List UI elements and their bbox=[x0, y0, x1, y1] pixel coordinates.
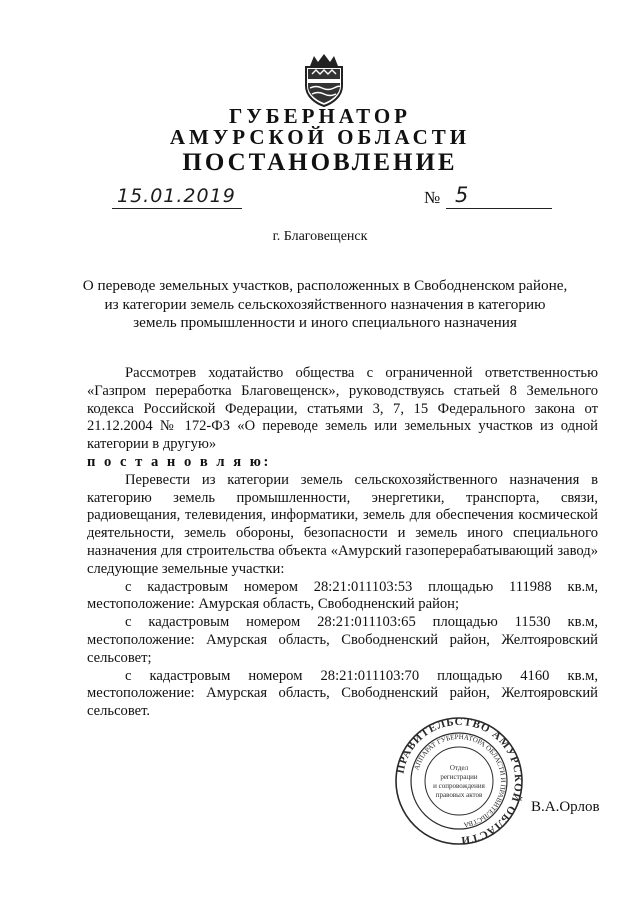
official-stamp bbox=[394, 716, 524, 846]
stamp-inner-text: АППАРАТ ГУБЕРНАТОРА ОБЛАСТИ И ПРАВИТЕЛЬСТВА bbox=[412, 732, 508, 829]
header-region: АМУРСКОЙ ОБЛАСТИ bbox=[169, 125, 471, 149]
stamp-center-line-1: Отдел bbox=[449, 764, 469, 772]
document-subject: О переводе земельных участков, расположенных в Свободненском районе, из категории земель сельскохозяйственного назначения в категорию земель промышленности и иного специального назначения bbox=[82, 277, 568, 331]
parcel-item-3: с кадастровым номером 28:21:011103:70 площадью 4160 кв.м, местоположение: Амурская область, Свободненский район, Желтояровский сельсовет. bbox=[87, 667, 598, 720]
document-type-title: ПОСТАНОВЛЕНИЕ bbox=[182, 149, 458, 176]
document-body bbox=[87, 365, 598, 721]
coat-of-arms-icon bbox=[296, 52, 352, 108]
stamp-center-line-2: регистрации bbox=[440, 773, 478, 781]
date-underline bbox=[112, 208, 242, 209]
stamp-center-line-3: и сопровождения bbox=[433, 782, 485, 790]
stamp-center-line-4: правовых актов bbox=[435, 791, 483, 799]
city-line: г. Благовещенск bbox=[272, 229, 368, 244]
header-governor: ГУБЕРНАТОР bbox=[228, 104, 412, 128]
document-number: 5 bbox=[455, 183, 469, 207]
intro-paragraph: Рассмотрев ходатайство общества с ограниченной ответственностью «Газпром переработка Благовещенск», руководствуясь статьей 8 Земельного кодекса Российской Федерации, статьями 3, 7, 15 Федерального закона от 21.12.2004 № 172-ФЗ «О переводе земель или земельных участков из одной категории в другую» bbox=[87, 365, 598, 453]
decree-word: п о с т а н о в л я ю: bbox=[87, 453, 271, 470]
number-underline bbox=[446, 208, 552, 209]
stamp-outer-text: ПРАВИТЕЛЬСТВО АМУРСКОЙ ОБЛАСТИ bbox=[394, 716, 524, 846]
signature-name: В.А.Орлов bbox=[531, 799, 600, 815]
document-date: 15.01.2019 bbox=[117, 185, 236, 207]
number-label: № bbox=[424, 188, 441, 207]
parcel-item-2: с кадастровым номером 28:21:011103:65 площадью 11530 кв.м, местоположение: Амурская область, Свободненский район, Желтояровский сельсовет; bbox=[87, 614, 598, 666]
main-paragraph: Перевести из категории земель сельскохозяйственного назначения в категорию земель промышленности, энергетики, транспорта, связи, радиовещания, телевидения, информатики, земель для обеспечения космической деятельности, земель обороны, безопасности и земель иного специального назначения для строительства объекта «Амурский газоперерабатывающий завод» следующие земельные участки: bbox=[87, 471, 598, 577]
parcel-item-1: с кадастровым номером 28:21:011103:53 площадью 111988 кв.м, местоположение: Амурская область, Свободненский район; bbox=[87, 578, 598, 613]
